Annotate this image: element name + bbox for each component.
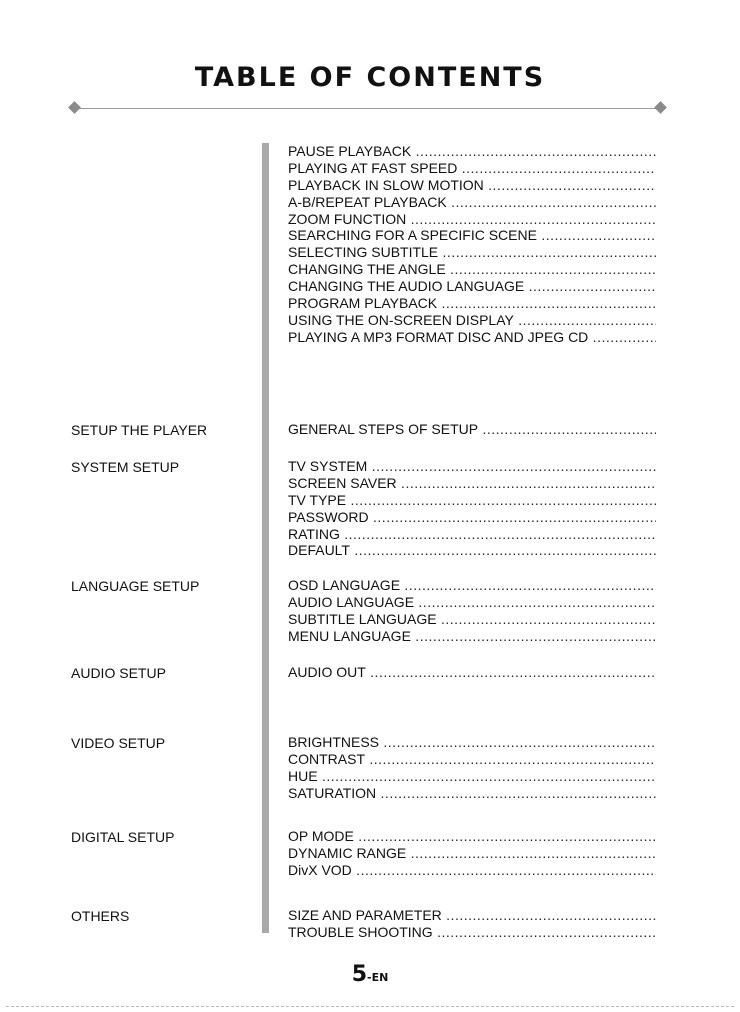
toc-entry[interactable]: AUDIO OUT ..... [288,664,656,681]
vertical-bar [262,143,269,933]
toc-entry[interactable]: SUBTITLE LANGUAGE ..... [288,611,656,628]
toc-entry[interactable]: PASSWORD ..... [288,509,656,526]
divider-diamond-right [654,101,667,114]
toc-entry[interactable]: A-B/REPEAT PLAYBACK ..... [288,194,656,211]
toc-entry[interactable]: CHANGING THE ANGLE ..... [288,261,656,278]
toc-entry[interactable]: AUDIO LANGUAGE ..... [288,594,656,611]
toc-entry[interactable]: PAUSE PLAYBACK ..... [288,143,656,160]
toc-entry[interactable]: DEFAULT ..... [288,542,656,559]
divider-diamond-left [68,101,81,114]
toc-category-video-setup: VIDEO SETUP [71,735,166,751]
toc-entry[interactable]: OP MODE ..... [288,828,656,845]
toc-category-system-setup: SYSTEM SETUP [71,459,180,475]
toc-entry[interactable]: ZOOM FUNCTION ..... [288,211,656,228]
toc-group-audio-setup [288,664,656,681]
toc-entry[interactable]: HUE ..... [288,768,656,785]
title-divider [75,108,665,109]
toc-category-others: OTHERS [71,908,130,924]
page-number-suffix: -EN [367,971,389,984]
toc-entry[interactable]: CONTRAST ..... [288,751,656,768]
page-number [0,962,740,987]
toc-category-audio-setup: AUDIO SETUP [71,665,166,681]
toc-entry[interactable]: SCREEN SAVER ..... [288,475,656,492]
toc-group-digital-setup [288,828,656,879]
toc-entry[interactable]: PLAYBACK IN SLOW MOTION ..... [288,177,656,194]
toc-entry[interactable]: TROUBLE SHOOTING ..... [288,924,656,941]
toc-entry[interactable]: USING THE ON-SCREEN DISPLAY ..... [288,312,656,329]
toc-entry[interactable]: SELECTING SUBTITLE ..... [288,244,656,261]
toc-entry[interactable]: MENU LANGUAGE ..... [288,628,656,645]
toc-category-digital-setup: DIGITAL SETUP [71,829,175,845]
toc-group-playback [288,143,656,346]
toc-entry[interactable]: DYNAMIC RANGE ..... [288,845,656,862]
toc-entry[interactable]: TV SYSTEM ..... [288,458,656,475]
toc-group-setup-the-player [288,421,656,438]
page-number-value: 5 [351,962,367,987]
toc-group-video-setup [288,734,656,802]
toc-entry[interactable]: CHANGING THE AUDIO LANGUAGE ..... [288,278,656,295]
toc-entry[interactable]: TV TYPE ..... [288,492,656,509]
toc-entry[interactable]: BRIGHTNESS ..... [288,734,656,751]
toc-entry[interactable]: OSD LANGUAGE ..... [288,577,656,594]
toc-entry[interactable]: PROGRAM PLAYBACK ..... [288,295,656,312]
toc-group-others [288,907,656,941]
toc-entry[interactable]: PLAYING A MP3 FORMAT DISC AND JPEG CD ..... [288,329,656,346]
toc-entry[interactable]: SIZE AND PARAMETER ..... [288,907,656,924]
bottom-trim-line [6,1006,734,1007]
toc-entry[interactable]: GENERAL STEPS OF SETUP ..... [288,421,656,438]
page-title: TABLE OF CONTENTS [194,62,546,93]
toc-category-setup-the-player: SETUP THE PLAYER [71,422,208,438]
toc-entry[interactable]: PLAYING AT FAST SPEED ..... [288,160,656,177]
toc-entry[interactable]: SEARCHING FOR A SPECIFIC SCENE ..... [288,227,656,244]
toc-group-system-setup [288,458,656,559]
toc-entry[interactable]: SATURATION ..... [288,785,656,802]
toc-entry[interactable]: RATING ..... [288,526,656,543]
toc-category-language-setup: LANGUAGE SETUP [71,578,200,594]
toc-group-language-setup [288,577,656,645]
toc-entry[interactable]: DivX VOD ..... [288,862,656,879]
